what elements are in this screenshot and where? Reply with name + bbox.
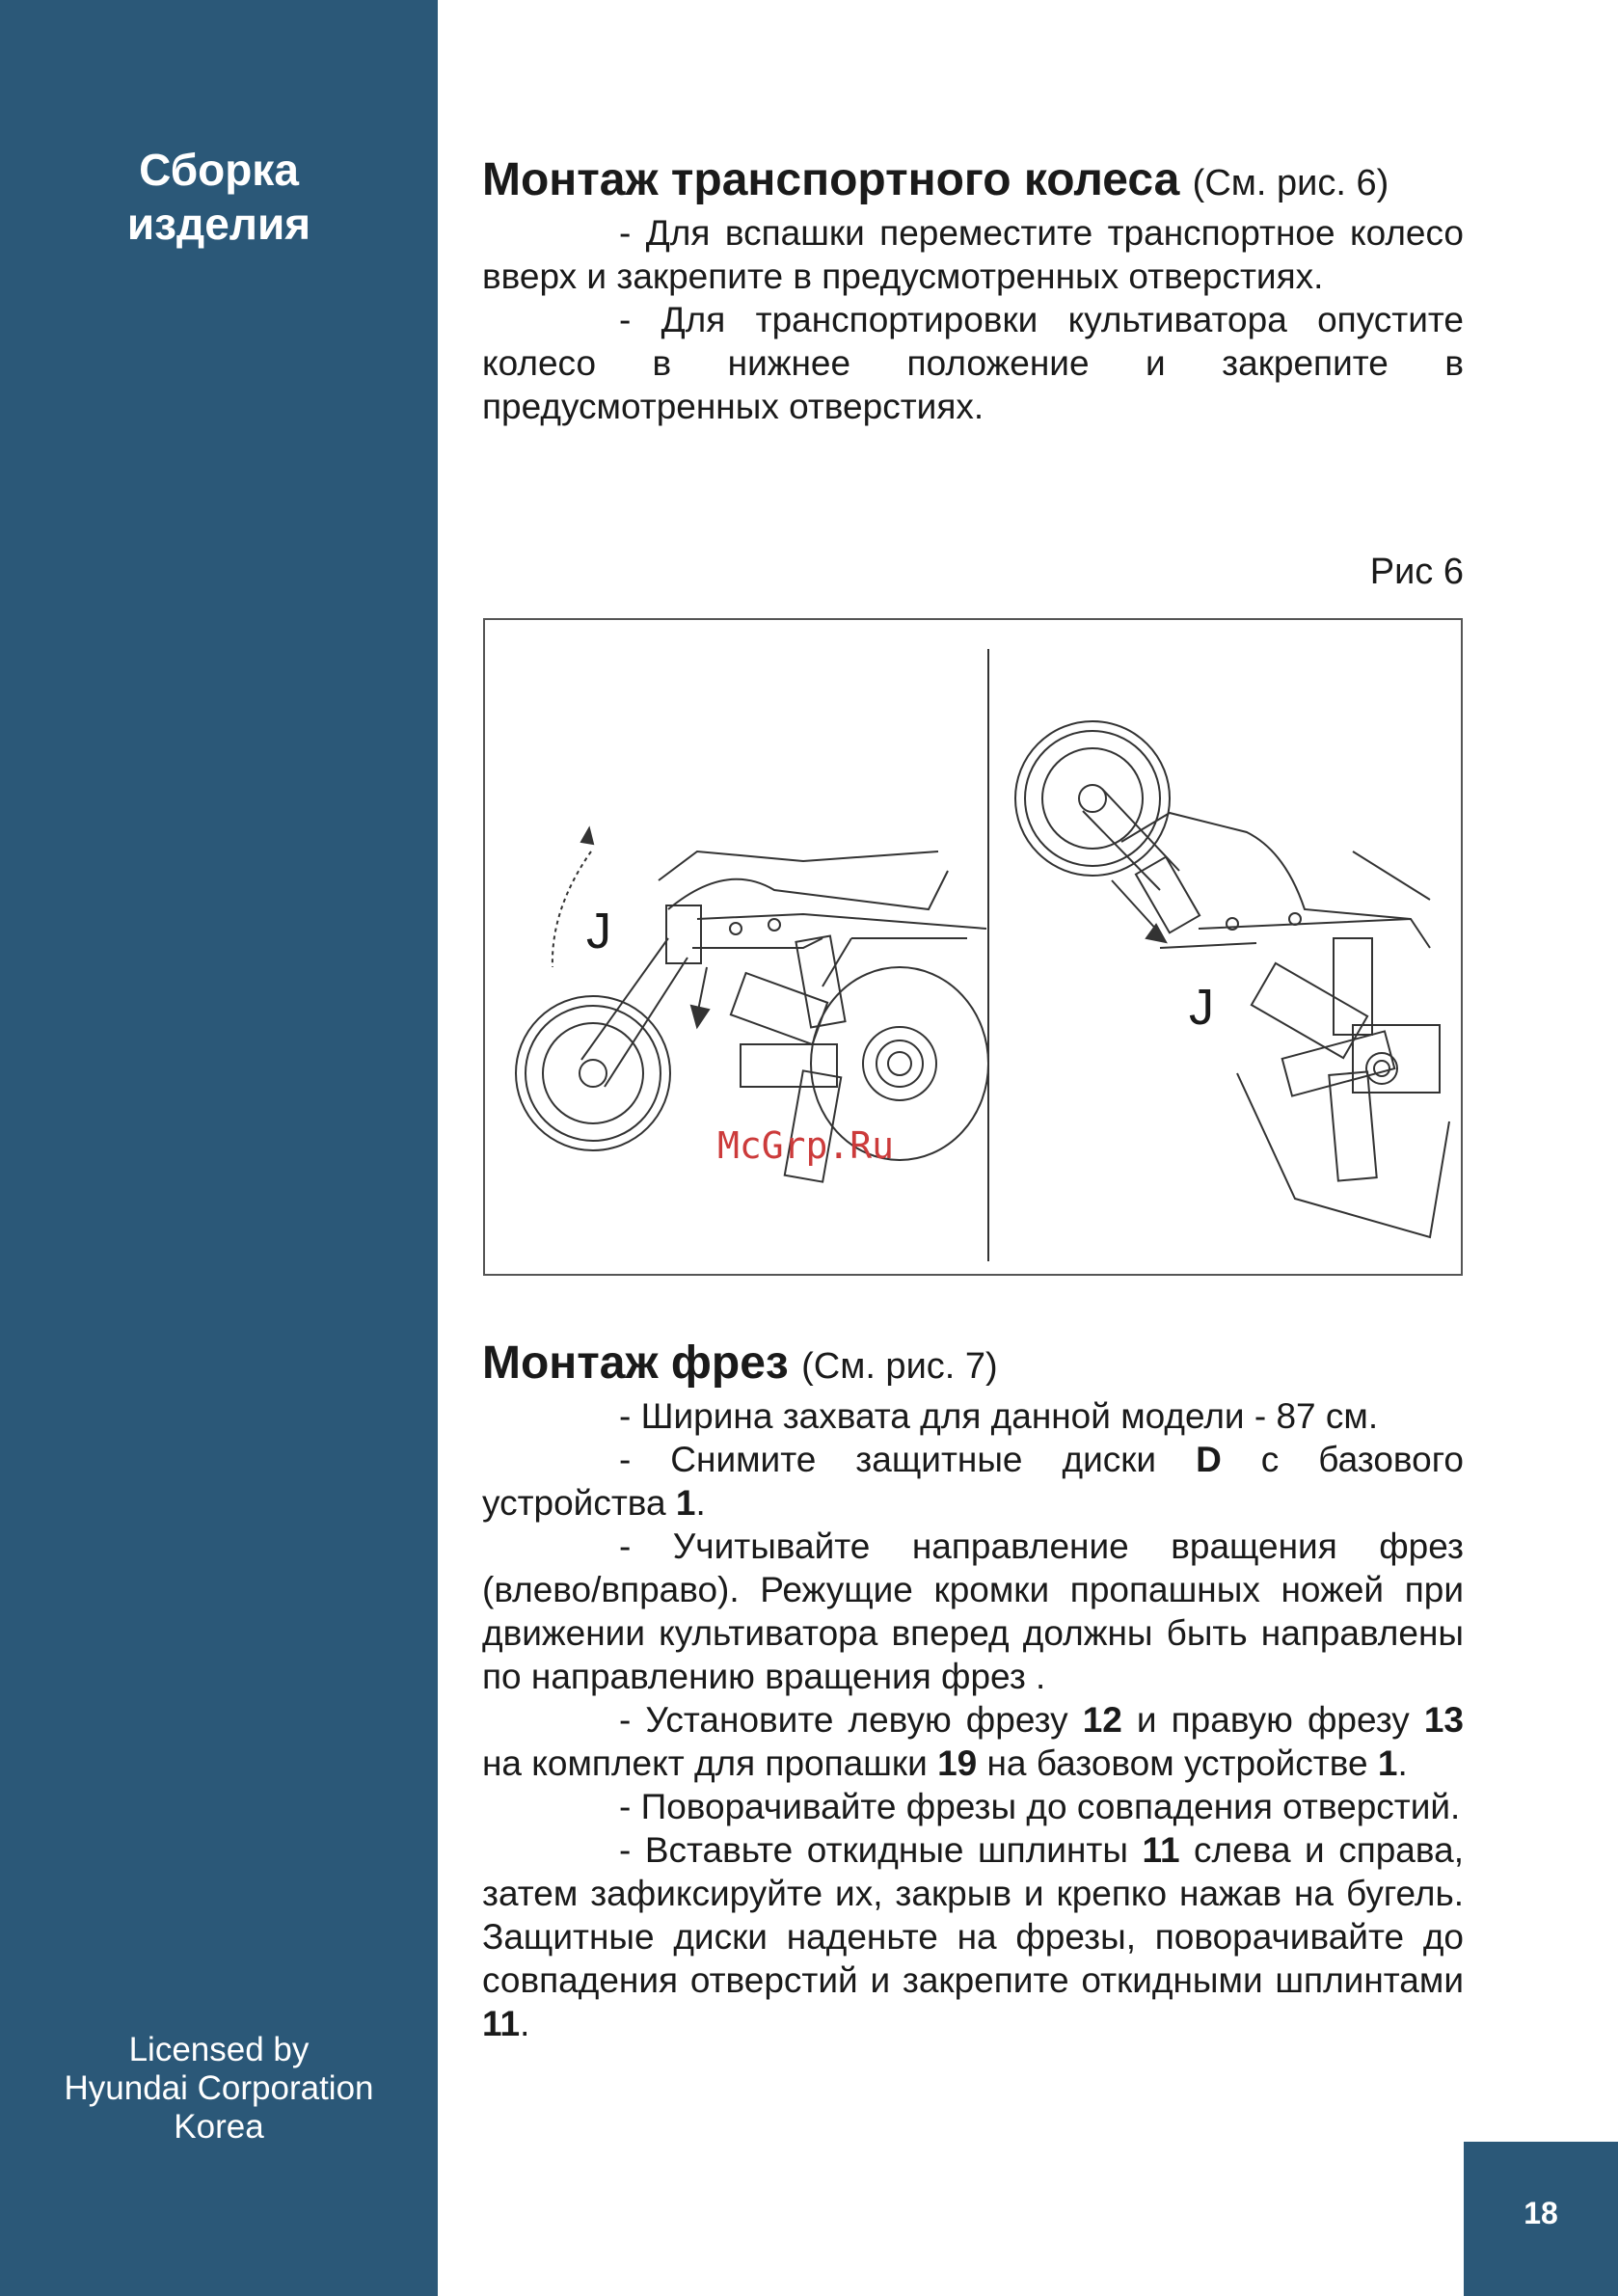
- section-heading: Монтаж фрез (См. рис. 7): [482, 1337, 998, 1389]
- paragraph: - Вставьте откидные шплинты 11 слева и справа, затем зафиксируйте их, закрыв и крепко нажав на бугель. Защитные диски наденьте на фрезы, поворачивайте до совпадения отверстий и закрепите откидными шплинтами 11.: [482, 1830, 1464, 2043]
- sidebar: [0, 0, 438, 2296]
- watermark: McGrp.Ru: [717, 1124, 895, 1167]
- page-number-box: [1464, 2142, 1618, 2296]
- paragraph: - Установите левую фрезу 12 и правую фрезу 13 на комплект для пропашки 19 на базовом устройстве 1.: [482, 1700, 1464, 1783]
- figure-6: [483, 618, 1463, 1276]
- paragraph: - Поворачивайте фрезы до совпадения отверстий.: [619, 1787, 1461, 1826]
- paragraph: - Для вспашки переместите транспортное колесо вверх и закрепите в предусмотренных отверстиях.: [482, 213, 1464, 296]
- paragraph: - Снимите защитные диски D с базового устройства 1.: [482, 1440, 1464, 1523]
- section-title: Сборка изделия: [126, 145, 311, 249]
- figure-label: Рис 6: [1369, 552, 1464, 592]
- section-transport-wheel: [482, 152, 1464, 428]
- paragraph: - Учитывайте направление вращения фрез (влево/вправо). Режущие кромки пропашных ножей при движении культиватора вперед должны быть направлены по направлению вращения фрез .: [482, 1526, 1464, 1696]
- label-j-left: J: [586, 904, 611, 959]
- page-number: 18: [1524, 2196, 1558, 2230]
- license-note: Licensed by Hyundai Corporation Korea: [64, 2031, 374, 2146]
- paragraph: - Для транспортировки культиватора опустите колесо в нижнее положение и закрепите в предусмотренных отверстиях.: [482, 300, 1464, 426]
- section-tillers: [482, 1336, 1464, 2045]
- section-heading: Монтаж транспортного колеса (См. рис. 6): [482, 154, 1389, 205]
- paragraph: - Ширина захвата для данной модели - 87 см.: [619, 1396, 1379, 1436]
- figure-6-illustration: [485, 620, 1465, 1278]
- label-j-right: J: [1189, 980, 1214, 1036]
